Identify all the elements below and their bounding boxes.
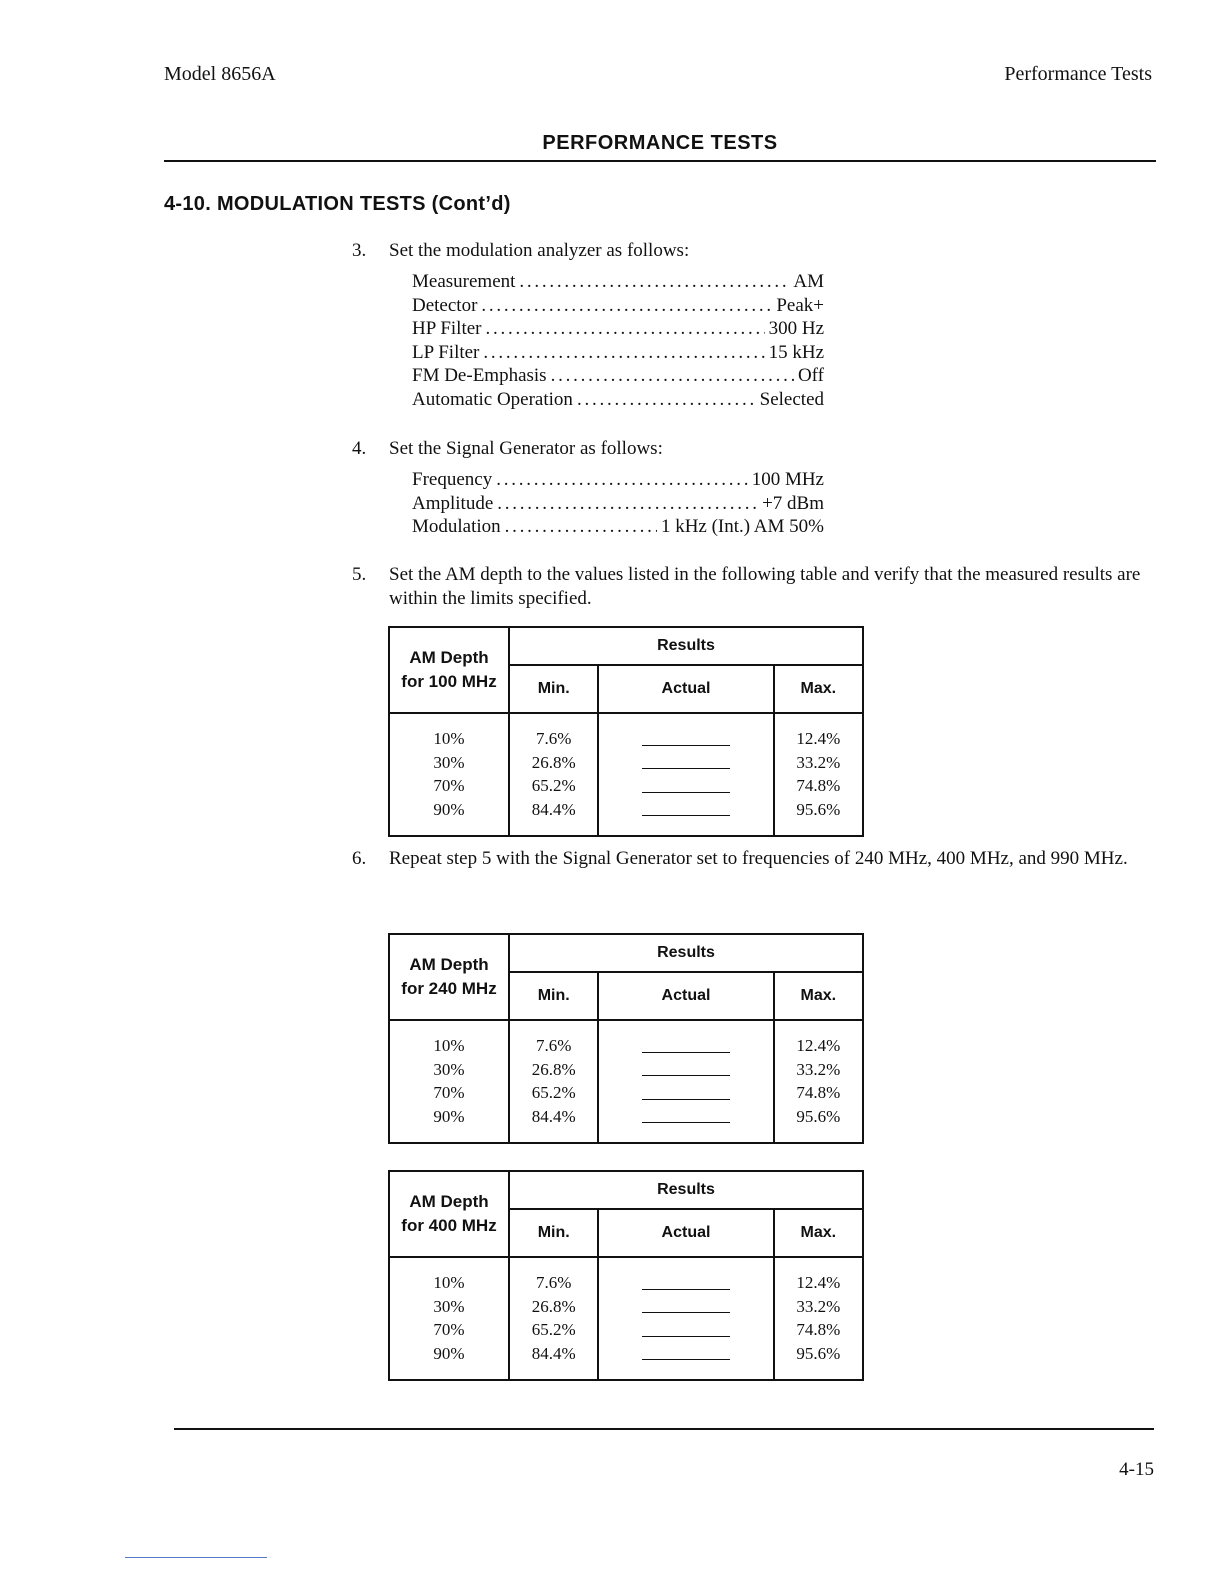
setting-label: Frequency [412,469,493,490]
max-column: 12.4% 33.2% 74.8% 95.6% [774,1257,863,1380]
generator-settings [412,469,824,540]
depth-column: 10% 30% 70% 90% [389,1257,509,1380]
step-number: 5. [352,564,367,585]
actual-blank[interactable] [642,1105,730,1129]
setting-row [412,389,824,413]
min-header: Min. [509,1209,598,1257]
am-depth-header: AM Depth for 400 MHz [389,1171,509,1257]
leader-dots [483,342,764,364]
setting-row [412,493,824,517]
header-section: Performance Tests [1004,63,1152,85]
step-text: Repeat step 5 with the Signal Generator set to frequencies of 240 MHz, 400 MHz, and 990 MHz. [389,848,1128,869]
actual-blank[interactable] [642,1034,730,1058]
setting-value: AM [793,271,824,292]
setting-label: LP Filter [412,341,480,363]
setting-row [412,516,824,540]
step-4 [352,437,1154,461]
step-text: Set the Signal Generator as follows: [389,438,663,459]
actual-blank[interactable] [642,1271,730,1295]
step-5 [352,563,1154,611]
actual-blank[interactable] [642,1058,730,1082]
results-header: Results [509,1171,863,1209]
actual-blank[interactable] [642,1295,730,1319]
step-3 [352,239,1154,263]
step-number: 6. [352,848,367,869]
header-model: Model 8656A [164,63,276,85]
setting-value: +7 dBm [762,492,824,514]
setting-value: 15 kHz [768,341,824,363]
actual-blank[interactable] [642,774,730,798]
results-table-240mhz [388,933,864,1144]
setting-row [412,365,824,389]
setting-label: Measurement [412,271,516,292]
footer-rule [174,1428,1154,1430]
results-header: Results [509,627,863,665]
min-header: Min. [509,665,598,713]
min-column: 7.6% 26.8% 65.2% 84.4% [509,1257,598,1380]
setting-label: HP Filter [412,318,482,339]
scan-artifact-line [125,1557,267,1558]
setting-label: Detector [412,294,478,316]
leader-dots [505,516,657,538]
actual-blank[interactable] [642,751,730,775]
actual-header: Actual [598,972,773,1020]
setting-row [412,318,824,342]
min-header: Min. [509,972,598,1020]
results-table-100mhz [388,626,864,837]
leader-dots [496,469,747,491]
setting-row [412,342,824,366]
results-table-400mhz [388,1170,864,1381]
leader-dots [481,295,772,317]
actual-column [598,713,773,836]
setting-value: Selected [759,388,824,410]
step-text: Set the modulation analyzer as follows: [389,240,690,261]
actual-column [598,1257,773,1380]
max-header: Max. [774,665,863,713]
leader-dots [519,271,789,293]
setting-value: 100 MHz [751,469,824,490]
min-column: 7.6% 26.8% 65.2% 84.4% [509,713,598,836]
setting-row [412,271,824,295]
setting-value: 1 kHz (Int.) AM 50% [660,516,824,537]
page-title: PERFORMANCE TESTS [542,132,778,154]
actual-blank[interactable] [642,1318,730,1342]
actual-header: Actual [598,1209,773,1257]
leader-dots [551,365,794,387]
step-number: 3. [352,240,367,261]
analyzer-settings [412,271,824,412]
title-rule [164,160,1156,162]
step-number: 4. [352,438,367,459]
actual-blank[interactable] [642,798,730,822]
leader-dots [497,493,758,515]
setting-row [412,295,824,319]
page-number: 4-15 [1119,1459,1154,1480]
step-text: Set the AM depth to the values listed in the following table and verify that the measured results are within the limits specified. [389,564,1141,609]
depth-column: 10% 30% 70% 90% [389,1020,509,1143]
setting-label: Modulation [412,516,501,537]
actual-blank[interactable] [642,727,730,751]
am-depth-header: AM Depth for 240 MHz [389,934,509,1020]
setting-value: Peak+ [776,294,824,316]
setting-label: Automatic Operation [412,388,573,410]
max-column: 12.4% 33.2% 74.8% 95.6% [774,713,863,836]
actual-blank[interactable] [642,1081,730,1105]
setting-value: Off [797,365,824,386]
setting-label: FM De-Emphasis [412,365,547,386]
step-6 [352,847,1154,871]
results-header: Results [509,934,863,972]
leader-dots [577,389,756,411]
subsection-heading: 4-10. MODULATION TESTS (Cont’d) [164,193,511,215]
max-column: 12.4% 33.2% 74.8% 95.6% [774,1020,863,1143]
depth-column: 10% 30% 70% 90% [389,713,509,836]
am-depth-header: AM Depth for 100 MHz [389,627,509,713]
setting-row [412,469,824,493]
setting-value: 300 Hz [768,318,824,339]
actual-column [598,1020,773,1143]
max-header: Max. [774,1209,863,1257]
leader-dots [486,318,765,340]
actual-header: Actual [598,665,773,713]
setting-label: Amplitude [412,492,494,514]
actual-blank[interactable] [642,1342,730,1366]
max-header: Max. [774,972,863,1020]
min-column: 7.6% 26.8% 65.2% 84.4% [509,1020,598,1143]
